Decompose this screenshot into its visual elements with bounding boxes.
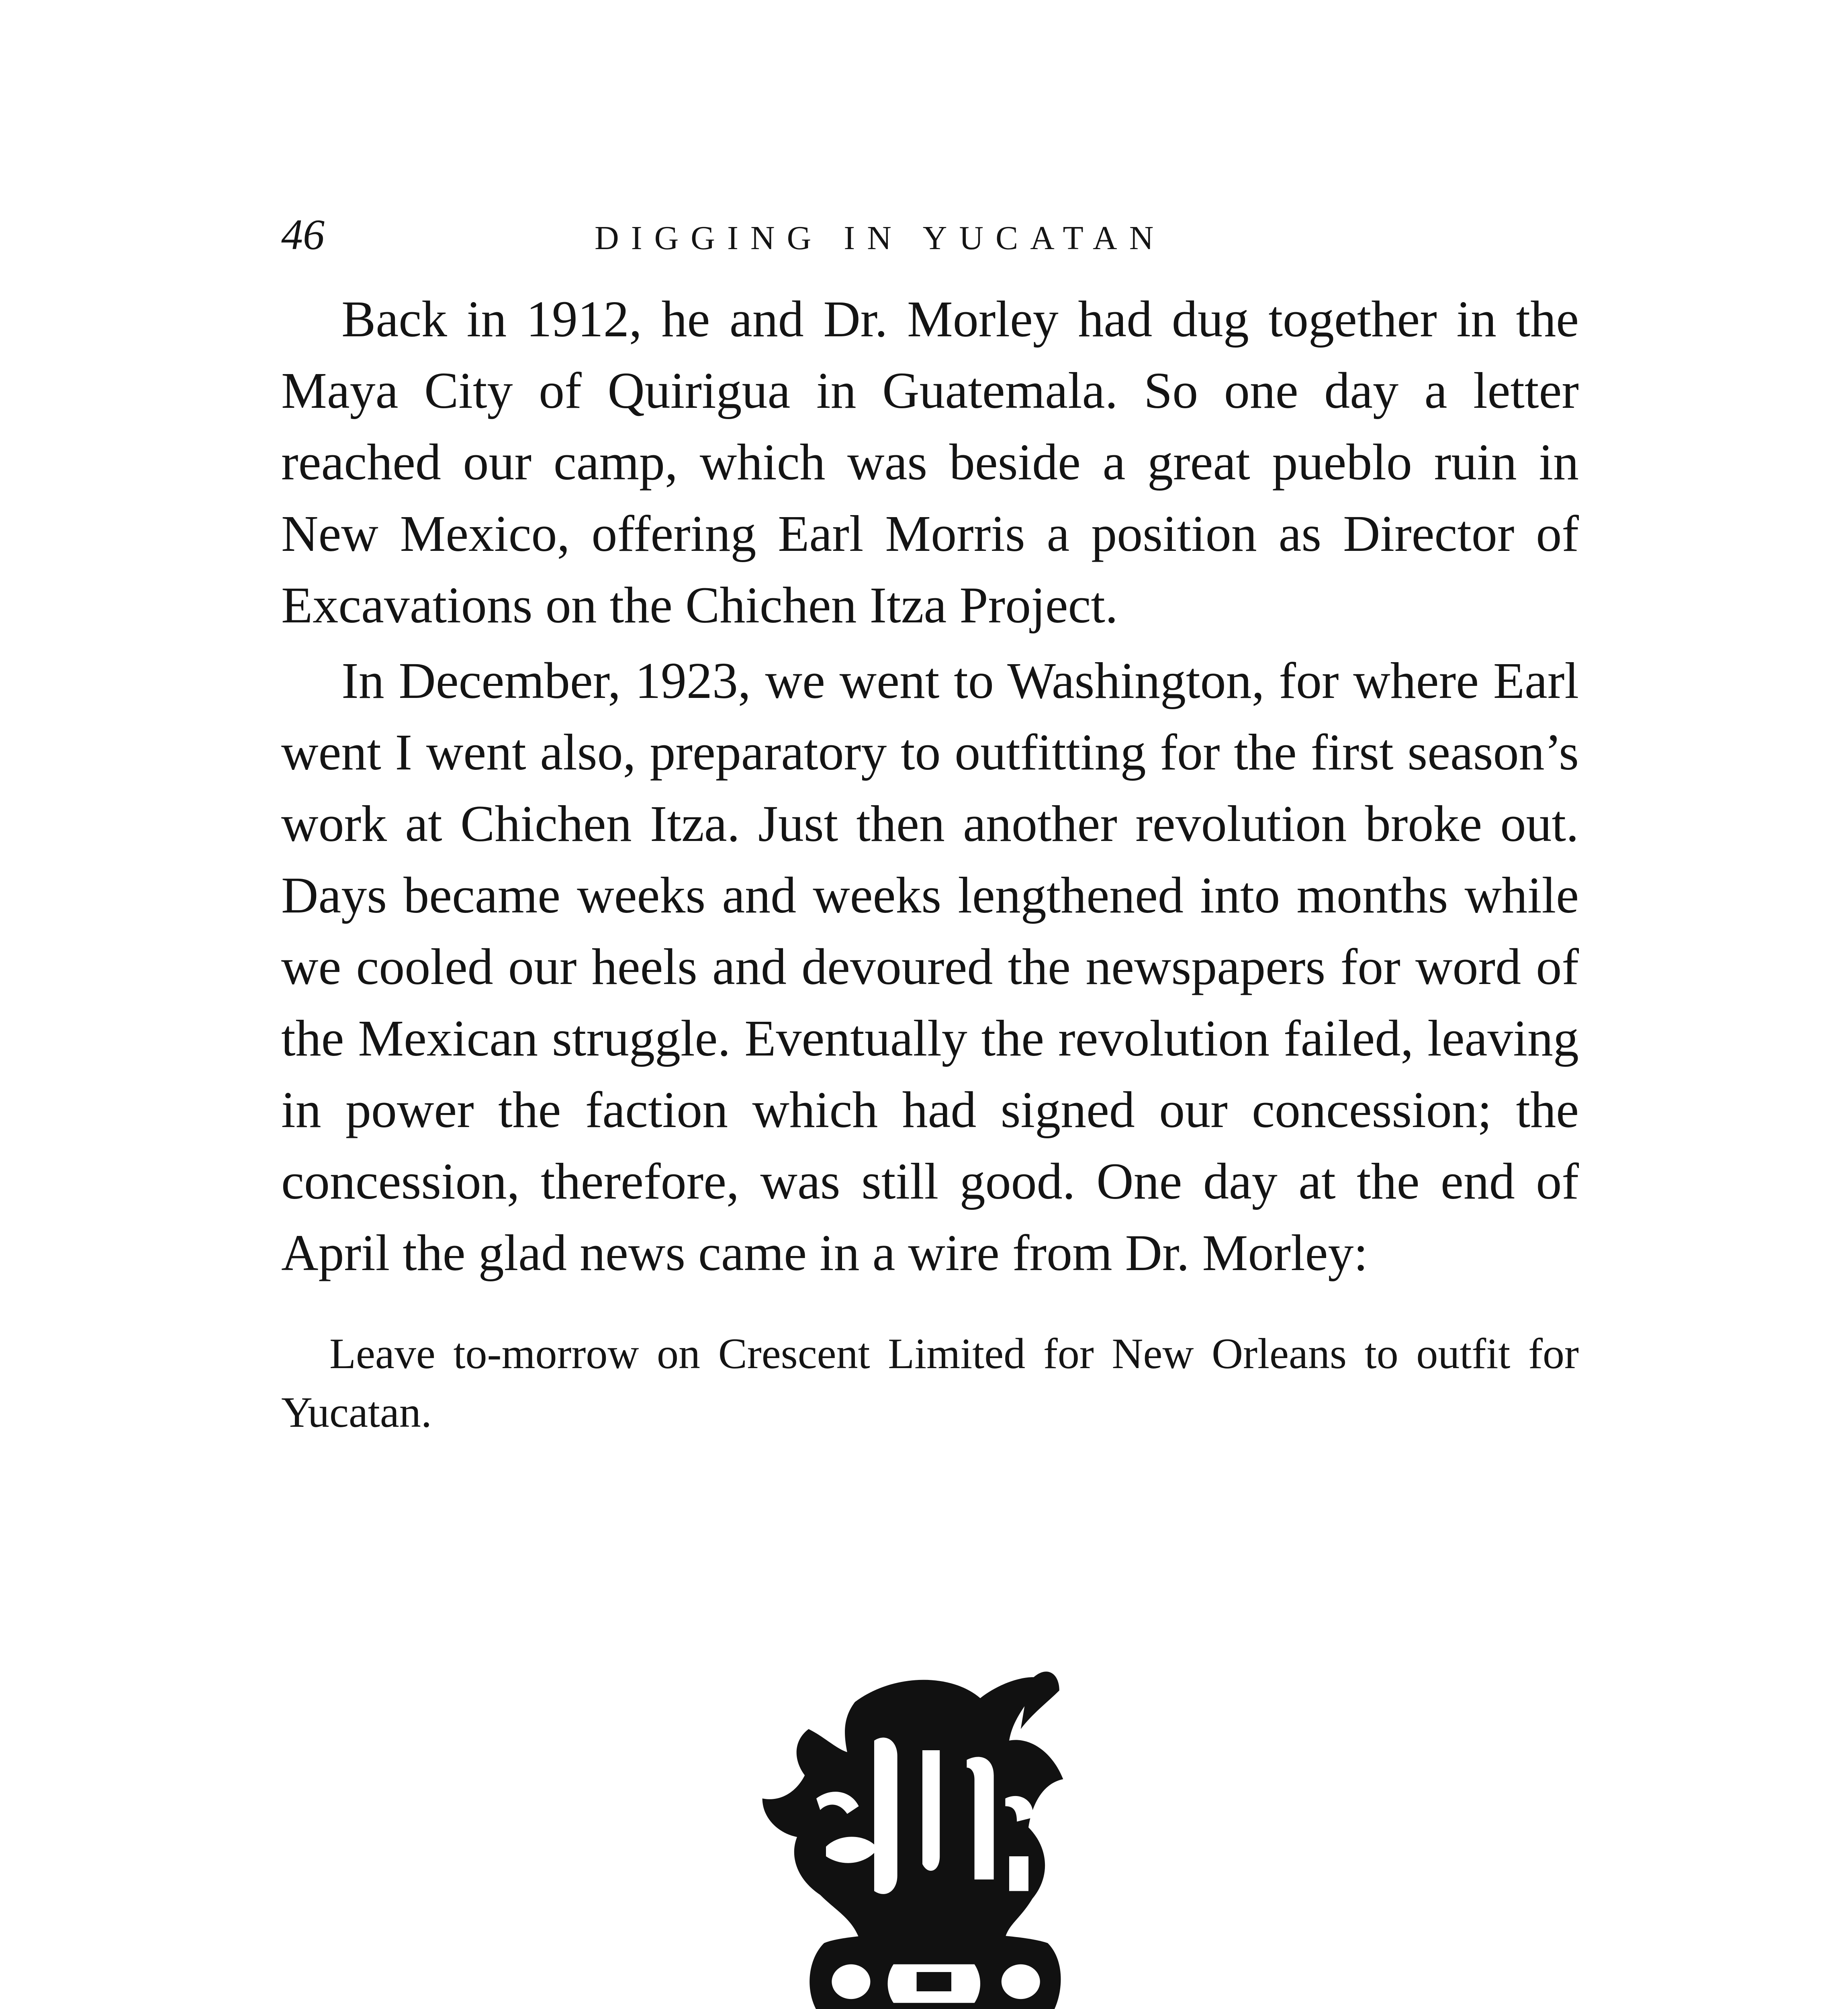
- telegram-quote: Leave to-morrow on Crescent Limited for New Orleans to outfit for Yucatan.: [281, 1330, 1579, 1436]
- paragraph-2: In December, 1923, we went to Washington, for where Earl went I went also, preparatory to outfitting for the first season’s work at Chichen Itza. Just then another revolution broke out. Days became weeks and weeks lengthened into months while we cooled our heels and devoured the newspapers for word of the Mexican struggle. Eventually the revolution failed, leaving in power the faction which had signed our concession; the concession, therefore, was still good. One day at the end of April the glad news came in a wire from Dr. Morley:: [281, 652, 1579, 1281]
- maya-glyph-icon: [739, 1659, 1125, 2009]
- page-number: 46: [281, 211, 325, 259]
- paragraph-1: Back in 1912, he and Dr. Morley had dug together in the Maya City of Quirigua in Guatemala. So one day a letter reached our camp, which was beside a great pueblo ruin in New Mexico, offering Earl Morris a position as Director of Excavations on the Chichen Itza Project.: [281, 291, 1579, 634]
- body-text: [281, 283, 1579, 1442]
- running-head: [281, 209, 1579, 261]
- running-title: DIGGING IN YUCATAN: [595, 219, 1166, 257]
